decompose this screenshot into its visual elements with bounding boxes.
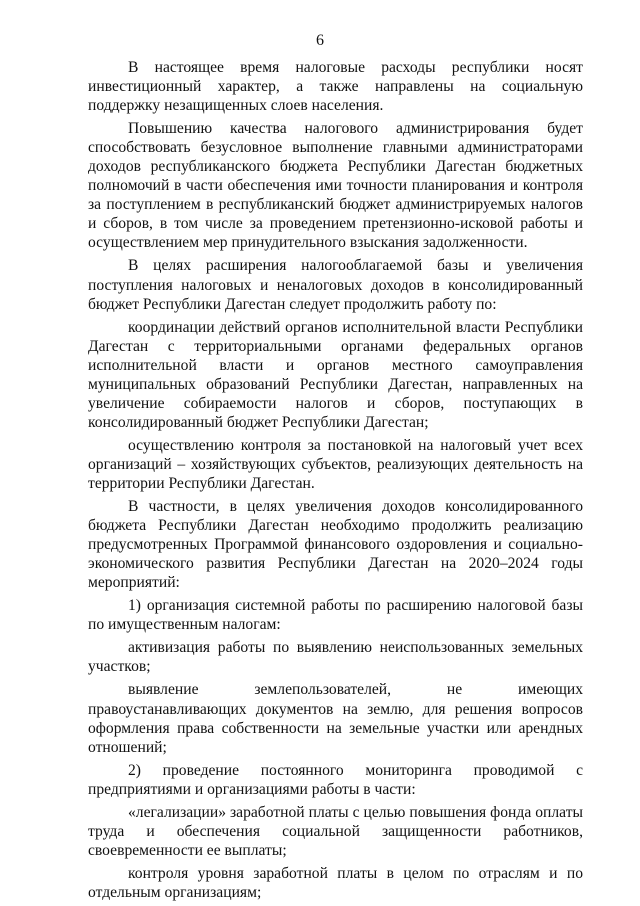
paragraph: «легализации» заработной платы с целью повышения фонда оплаты труда и обеспечения социальной защищенности работников, своевременности ее выплаты;	[88, 803, 583, 859]
document-body	[88, 58, 583, 906]
paragraph: В частности, в целях увеличения доходов консолидированного бюджета Республики Дагестан необходимо продолжить реализацию предусмотренных Программой финансового оздоровления и социально-экономического развития Республики Дагестан на 2020–2024 годы мероприятий:	[88, 498, 583, 592]
paragraph: В настоящее время налоговые расходы республики носят инвестиционный характер, а также направлены на социальную поддержку незащищенных слоев населения.	[88, 59, 583, 115]
paragraph: контроля уровня заработной платы в целом по отраслям и по отдельным организациям;	[88, 864, 583, 901]
paragraph: 1) организация системной работы по расширению налоговой базы по имущественным налогам:	[88, 597, 583, 634]
paragraph: координации действий органов исполнительной власти Республики Дагестан с территориальными органами федеральных органов исполнительной власти и органов местного самоуправления муниципальных образований Республики Дагестан, направленных на увеличение собираемости налогов и сборов, поступающих в консолидированный бюджет Республики Дагестан;	[88, 318, 583, 431]
paragraph: В целях расширения налогооблагаемой базы и увеличения поступления налоговых и неналоговых доходов в консолидированный бюджет Республики Дагестан следует продолжить работу по:	[88, 257, 583, 313]
paragraph: Повышению качества налогового администрирования будет способствовать безусловное выполнение главными администраторами доходов республиканского бюджета Республики Дагестан бюджетных полномочий в части обеспечения ими точности планирования и контроля за поступлением в республиканский бюджет администрируемых налогов и сборов, в том числе за проведением претензионно-исковой работы и осуществлением мер принудительного взыскания задолженности.	[88, 120, 583, 252]
paragraph: 2) проведение постоянного мониторинга проводимой с предприятиями и организациями работы в части:	[88, 761, 583, 798]
page-number: 6	[316, 32, 324, 49]
paragraph: выявление землепользователей, не имеющих правоустанавливающих документов на землю, для решения вопросов оформления права собственности на земельные участки или арендных отношений;	[88, 681, 583, 756]
paragraph: активизация работы по выявлению неиспользованных земельных участков;	[88, 639, 583, 676]
paragraph: осуществлению контроля за постановкой на налоговый учет всех организаций – хозяйствующих субъектов, реализующих деятельность на территории Республики Дагестан.	[88, 436, 583, 492]
